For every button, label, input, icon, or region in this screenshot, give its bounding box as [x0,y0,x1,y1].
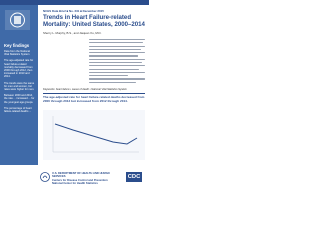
agency-nchs: National Center for Health Statistics [52,181,98,185]
brief-issue-line: NCHS Data Brief ■ No. 231 ■ December 2015 [43,9,104,13]
key-finding-item: The percentage of heart failure-related deaths ... [4,106,32,114]
cdc-logo: CDC [127,174,141,180]
key-finding-item: The age-adjusted rate for heart failure-related mortality decreased from 2000 through 2012, then increased in 2013 and 2014. [4,59,34,79]
page-title: Trends in Heart Failure-related Mortality: United States, 2000–2014 [43,14,145,28]
key-finding-item: Data from the National Vital Statistics System [4,50,30,57]
agency-department: U.S. DEPARTMENT OF HEALTH AND HUMAN SERVICES [52,172,110,179]
key-finding-item: Between 2000 and 2014, the rate ... increased ... for the youngest age groups. [4,94,35,104]
section-question: The age-adjusted rate for heart failure-related deaths decreased from 2000 through 2012 but increased from 2012 through 2014. [43,95,145,103]
keywords-line: Keywords: heart failure • cause of death • National Vital Statistics System [43,88,127,91]
authors: Sherry L. Murphy, B.S., and Jiaquan Xu, M.D. [43,31,102,35]
key-findings-heading: Key findings [4,43,30,48]
nchs-logo-icon [5,10,30,30]
hhs-logo-icon [40,172,50,182]
key-finding-item: The trends were the same for men and women, but rates were higher for men. [4,81,35,92]
figure-placeholder [43,110,145,160]
agency-footer [52,172,120,185]
key-findings-sidebar [0,5,38,165]
agency-cdc: Centers for Disease Control and Prevention [52,178,108,182]
body-text-block [89,39,145,85]
section-divider [43,93,145,94]
